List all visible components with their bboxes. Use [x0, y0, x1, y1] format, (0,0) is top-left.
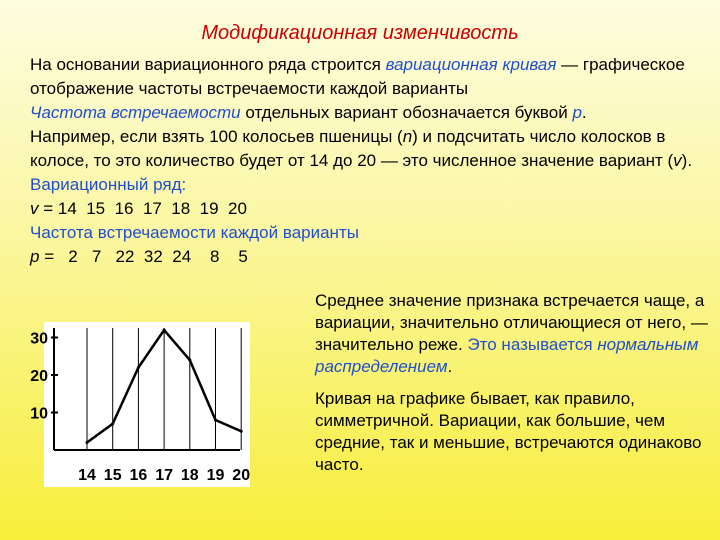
x-tick-label: 16 [129, 467, 148, 484]
main-text [30, 53, 710, 269]
series-heading: Вариационный ряд: [30, 175, 187, 194]
v-symbol: v [673, 151, 682, 170]
paragraph-example [30, 125, 710, 173]
data-point [188, 359, 191, 362]
p1-text: На основании вариационного ряда строится [30, 55, 386, 74]
v-row-symbol: v [30, 199, 39, 218]
chart-svg [22, 322, 250, 487]
p-row-symbol: p [30, 247, 40, 266]
data-point [214, 419, 217, 422]
data-point [240, 430, 243, 433]
p3-text-end: ). [681, 151, 693, 170]
paragraph-frequency [30, 101, 710, 125]
normal-distribution-term: нормальным распределением [315, 335, 699, 376]
x-tick-label: 15 [103, 467, 122, 484]
x-tick-label: 18 [180, 467, 199, 484]
data-point [137, 366, 140, 369]
p3-text-mid: ) и подсчитать число колосков в колосе, то это количество будет от 14 до 20 — это численное значение вариант ( [30, 127, 674, 170]
p-row-values: = 2 7 22 32 24 8 5 [39, 247, 248, 266]
frequency-term: Частота встречаемости [30, 103, 241, 122]
p-row [30, 245, 710, 269]
data-point [86, 441, 89, 444]
n-symbol: n [402, 127, 413, 146]
y-tick-label: 10 [30, 405, 48, 423]
right1-text: Среднее значение признака встречается чаще, а вариации, значительно отличающиеся от него, — значительно реже. [315, 291, 708, 354]
normal-distribution-paragraph [315, 290, 710, 378]
p2-period: . [581, 103, 587, 122]
frequency-heading: Частота встречаемости каждой варианты [30, 223, 359, 242]
p1-text-end: — графическое отображение частоты встречаемости каждой варианты [30, 55, 685, 98]
this-is-called: Это называется [467, 335, 598, 354]
x-tick-label: 14 [78, 467, 96, 484]
x-tick-label: 20 [232, 467, 250, 484]
v-row-values: = 14 15 16 17 18 19 20 [38, 199, 247, 218]
v-row [30, 197, 710, 221]
plot-background [44, 322, 250, 487]
slide-title: Модификационная изменчивость [201, 22, 519, 44]
p-symbol: p [572, 103, 582, 122]
x-tick-label: 17 [155, 467, 173, 484]
p2-text: отдельных вариант обозначается буквой [240, 103, 573, 122]
explanation-text [315, 290, 710, 486]
symmetry-paragraph: Кривая на графике бывает, как правило, симметричной. Вариации, как большие, чем средние, так и меньшие, встречаются одинаково часто. [315, 389, 702, 474]
data-point [163, 329, 166, 332]
variation-curve-term: вариационная кривая [385, 55, 557, 74]
data-point [111, 422, 114, 425]
paragraph-variation-curve [30, 53, 710, 101]
right1-period: . [447, 357, 453, 376]
y-tick-label: 20 [30, 368, 48, 385]
p3-text: Например, если взять 100 колосьев пшеницы ( [30, 127, 403, 146]
variation-curve-chart [22, 322, 250, 487]
x-tick-label: 19 [206, 467, 225, 484]
y-tick-label: 30 [30, 330, 48, 348]
